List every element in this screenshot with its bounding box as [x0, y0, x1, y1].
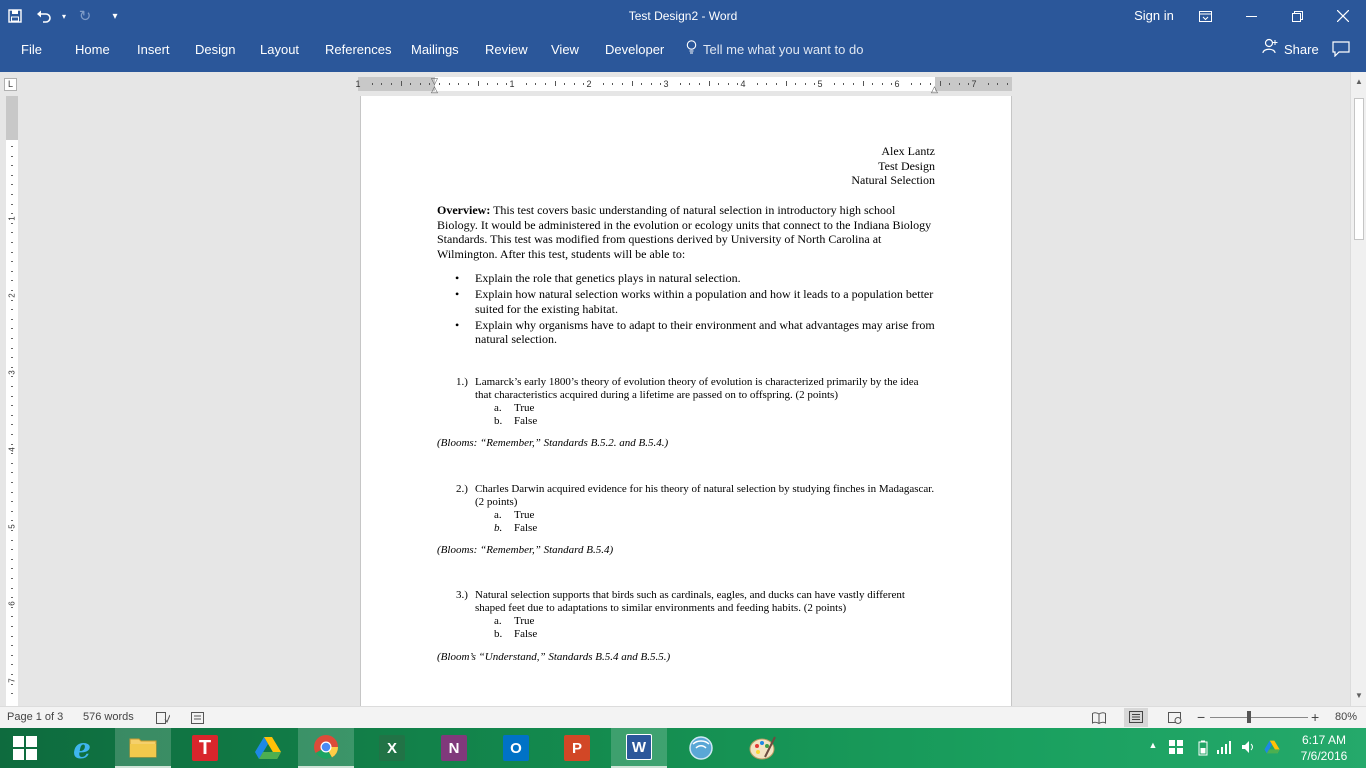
ruler-tick [959, 83, 960, 85]
ruler-tick [11, 588, 13, 589]
ruler-number: 1 [7, 216, 17, 221]
restore-icon[interactable] [1274, 0, 1320, 32]
ruler-tick [401, 81, 402, 86]
tab-design[interactable]: Design [195, 42, 236, 57]
list-item: • Explain the role that genetics plays in natural selection. [437, 271, 937, 286]
page-count[interactable]: Page 1 of 3 [7, 711, 64, 723]
ruler-number: 6 [894, 79, 900, 89]
volume-icon[interactable] [1241, 740, 1257, 756]
ruler-tick [11, 684, 13, 685]
ruler-tick [805, 83, 806, 85]
ruler-tick [11, 463, 13, 464]
ruler-tick [11, 578, 13, 579]
ruler-tick [718, 83, 719, 85]
ruler-tick [506, 83, 507, 85]
ruler-tick [11, 156, 13, 157]
ruler-tick [11, 693, 13, 694]
ruler-tick [11, 165, 13, 166]
onenote-icon: N [441, 735, 467, 761]
undo-dropdown-icon[interactable]: ▾ [61, 11, 66, 21]
first-line-indent-marker[interactable]: ▽ [431, 76, 438, 86]
scroll-down-icon[interactable]: ▼ [1355, 691, 1363, 700]
ruler-tick [728, 83, 729, 85]
ruler-tick [11, 386, 13, 387]
ruler-tick [11, 530, 13, 531]
ruler-tick [372, 83, 373, 85]
ruler-tick [11, 290, 13, 291]
document-header [851, 144, 935, 188]
ruler-tick [11, 405, 13, 406]
tab-view[interactable]: View [551, 42, 579, 57]
ruler-tick [11, 376, 13, 377]
ruler-tick [968, 83, 969, 85]
status-bar [0, 706, 1366, 728]
answer-option: b. False [494, 522, 538, 534]
windows-taskbar [0, 728, 1366, 768]
ruler-tick [863, 81, 864, 86]
paint-palette-icon [749, 735, 777, 761]
overview-text: This test covers basic understanding of natural selection in introductory high school Biology. It would be administered in the evolution or ecology units that connect to the Indiana Biology Standards. This test was modified from questions derived by University of North Carolina at Wilmington. After this test, students will be able to: [437, 203, 932, 261]
taskbar-excel[interactable] [364, 728, 420, 768]
ruler-tick [11, 184, 13, 185]
folder-icon [129, 735, 157, 759]
ruler-tick [920, 83, 921, 85]
question-1 [437, 376, 937, 428]
ruler-tick [949, 83, 950, 85]
tab-review[interactable]: Review [485, 42, 528, 57]
ruler-tick [853, 83, 854, 85]
ruler-tick [776, 83, 777, 85]
ruler-tick [11, 175, 13, 176]
overview-label: Overview: [437, 203, 491, 217]
document-page[interactable] [360, 96, 1012, 708]
window-title: Test Design2 - Word [628, 9, 738, 23]
t-app-icon: T [192, 735, 218, 761]
tab-insert[interactable]: Insert [137, 42, 170, 57]
answer-option: b. False [494, 628, 538, 640]
ruler-tick [11, 204, 13, 205]
start-button[interactable] [0, 728, 50, 768]
question-text: Charles Darwin acquired evidence for his theory of natural selection by studying finches in Madagascar. (2 points) [475, 483, 935, 508]
horizontal-ruler-area [0, 72, 1350, 94]
ruler-tick [940, 81, 941, 86]
ruler-tick [11, 540, 13, 541]
sign-in-link[interactable]: Sign in [1134, 8, 1174, 23]
ruler-number: 7 [971, 79, 977, 89]
ruler-tick [11, 645, 13, 646]
taskbar-network-app[interactable] [673, 728, 729, 768]
question-number: 1.) [456, 376, 468, 388]
taskbar-file-explorer[interactable] [115, 728, 171, 768]
redo-icon[interactable]: ↻ [78, 8, 92, 25]
excel-icon: X [379, 735, 405, 761]
tab-home[interactable]: Home [75, 42, 110, 57]
ruler-tick [689, 83, 690, 85]
ruler-tick [632, 81, 633, 86]
ribbon-tabs [0, 32, 1366, 72]
scrollbar-thumb[interactable] [1354, 98, 1364, 240]
ruler-tick [11, 674, 13, 675]
tablet-mode-icon[interactable] [1168, 740, 1184, 756]
comments-icon[interactable] [1332, 41, 1352, 59]
ruler-tick [11, 242, 13, 243]
ruler-number: 3 [7, 370, 17, 375]
ribbon-display-options-icon[interactable] [1182, 0, 1228, 32]
hanging-indent-marker[interactable]: △ [431, 84, 438, 94]
ruler-tick [882, 83, 883, 85]
ruler-tick [410, 83, 411, 85]
ruler-number: 2 [586, 79, 592, 89]
ruler-tick [11, 367, 13, 368]
tell-me-text: Tell me what you want to do [703, 42, 864, 57]
ruler-tick [660, 83, 661, 85]
zoom-in-button[interactable]: + [1311, 709, 1320, 725]
overview-paragraph [437, 203, 937, 261]
ruler-tick [487, 83, 488, 85]
right-indent-marker[interactable]: △ [931, 84, 938, 94]
person-icon [1262, 32, 1278, 68]
taskbar-internet-explorer[interactable] [54, 728, 110, 768]
ruler-tick [458, 83, 459, 85]
google-drive-tray-icon[interactable] [1264, 740, 1280, 756]
network-signal-icon[interactable] [1216, 740, 1232, 756]
ruler-tick [391, 83, 392, 85]
windows-logo-icon [13, 736, 37, 760]
ruler-tick [709, 81, 710, 86]
ruler-tick [757, 83, 758, 85]
ruler-tick [11, 213, 13, 214]
ruler-tick [574, 83, 575, 85]
vertical-scrollbar[interactable] [1350, 72, 1366, 706]
ruler-tick [11, 146, 13, 147]
ruler-tick [11, 252, 13, 253]
ruler-tick [891, 83, 892, 85]
ruler-tick [11, 309, 13, 310]
zoom-level[interactable]: 80% [1335, 711, 1358, 723]
answer-option: a. True [494, 509, 535, 521]
ruler-tick [583, 83, 584, 85]
print-layout-icon[interactable] [1124, 708, 1148, 727]
ruler-tick [439, 83, 440, 85]
ruler-tick [11, 501, 13, 502]
answer-option: b. False [494, 415, 538, 427]
taskbar-t-app[interactable] [177, 728, 233, 768]
internet-explorer-icon: e [73, 731, 91, 765]
ruler-tick [786, 81, 787, 86]
ruler-tick [11, 338, 13, 339]
ruler-tick [545, 83, 546, 85]
clock-date: 7/6/2016 [1300, 749, 1348, 763]
course-name: Test Design [878, 158, 935, 173]
question-number: 3.) [456, 589, 468, 601]
list-item: • Explain why organisms have to adapt to their environment and what advantages may arise from natural selection. [437, 318, 937, 347]
ruler-tick [564, 83, 565, 85]
answer-option: a. True [494, 615, 535, 627]
ruler-tick [843, 83, 844, 85]
taskbar-word[interactable] [611, 728, 667, 768]
ruler-tick [11, 424, 13, 425]
ruler-tick [11, 607, 13, 608]
horizontal-ruler[interactable] [355, 76, 1012, 94]
ruler-tick [478, 81, 479, 86]
ruler-tick [11, 444, 13, 445]
ruler-tick [11, 482, 13, 483]
taskbar-chrome[interactable] [298, 728, 354, 768]
network-app-icon [687, 735, 715, 761]
lightbulb-icon [686, 32, 697, 68]
ruler-tick [535, 83, 536, 85]
ruler-tick [680, 83, 681, 85]
share-label: Share [1284, 42, 1319, 57]
ruler-tick [603, 83, 604, 85]
ruler-tick [11, 664, 13, 665]
clock-time: 6:17 AM [1301, 733, 1347, 747]
ruler-tick [641, 83, 642, 85]
ruler-tick [872, 83, 873, 85]
ruler-tick [11, 636, 13, 637]
tab-references[interactable]: References [325, 42, 392, 57]
ruler-number: 1 [355, 79, 361, 89]
google-drive-icon [255, 736, 281, 760]
ruler-tick [11, 549, 13, 550]
outlook-icon: O [503, 735, 529, 761]
tab-developer[interactable]: Developer [605, 42, 665, 57]
ruler-tick [622, 83, 623, 85]
ruler-tick [497, 83, 498, 85]
scroll-up-icon[interactable]: ▲ [1355, 77, 1363, 86]
ruler-tick [699, 83, 700, 85]
ruler-tick [11, 511, 13, 512]
zoom-slider-thumb[interactable] [1247, 711, 1251, 723]
taskbar-powerpoint[interactable] [549, 728, 605, 768]
ruler-tick [420, 83, 421, 85]
tab-mailings[interactable]: Mailings [411, 42, 459, 57]
ruler-number: 4 [740, 79, 746, 89]
blooms-note: (Blooms: “Remember,” Standard B.5.4) [437, 544, 614, 556]
ruler-tick [11, 271, 13, 272]
quick-access-toolbar [0, 0, 130, 32]
ruler-tick [795, 83, 796, 85]
tab-file[interactable]: File [21, 42, 42, 57]
ruler-tick [555, 81, 556, 86]
answer-option: a. True [494, 402, 535, 414]
ruler-number: 1 [509, 79, 515, 89]
ruler-number: 4 [7, 447, 17, 452]
ruler-tick [11, 319, 13, 320]
ruler-tick [651, 83, 652, 85]
ruler-tick [11, 472, 13, 473]
ruler-tick [766, 83, 767, 85]
taskbar-google-drive[interactable] [240, 728, 296, 768]
list-item: • Explain how natural selection works within a population and how it leads to a population better suited for the existing habitat. [437, 287, 937, 316]
objectives-list [437, 271, 937, 348]
minimize-icon[interactable] [1228, 0, 1274, 32]
question-2 [437, 483, 937, 535]
taskbar-onenote[interactable] [426, 728, 482, 768]
tab-selector[interactable]: L [4, 78, 17, 91]
ruler-tick [997, 83, 998, 85]
ruler-tick [737, 83, 738, 85]
system-clock[interactable] [1290, 732, 1358, 764]
close-icon[interactable] [1320, 0, 1366, 32]
topic-name: Natural Selection [851, 173, 935, 187]
word-icon: W [626, 734, 652, 760]
ruler-tick [911, 83, 912, 85]
show-hidden-icons-icon[interactable]: ▲ [1148, 740, 1158, 750]
ruler-tick [381, 83, 382, 85]
ruler-tick [11, 280, 13, 281]
ruler-tick [814, 83, 815, 85]
title-bar [0, 0, 1366, 32]
ruler-tick [11, 492, 13, 493]
tell-me-search[interactable] [686, 32, 863, 68]
ruler-tick [11, 626, 13, 627]
ruler-tick [449, 83, 450, 85]
zoom-slider[interactable] [1210, 717, 1308, 718]
ruler-tick [11, 597, 13, 598]
ruler-tick [11, 568, 13, 569]
question-3 [437, 589, 937, 641]
ruler-tick [11, 348, 13, 349]
ruler-tick [11, 357, 13, 358]
question-text: Lamarck’s early 1800’s theory of evolution theory of evolution is characterized primarily by the idea that characteristics acquired during a lifetime are passed on to offspring. (2 points) [475, 376, 919, 401]
ruler-tick [11, 232, 13, 233]
ruler-tick [988, 83, 989, 85]
ruler-tick [11, 396, 13, 397]
zoom-out-button[interactable]: − [1197, 709, 1206, 725]
ruler-tick [11, 434, 13, 435]
ruler-tick [11, 616, 13, 617]
question-number: 2.) [456, 483, 468, 495]
customize-qat-icon[interactable]: ▾ [112, 10, 118, 22]
author-name: Alex Lantz [881, 144, 935, 158]
ruler-number: 7 [7, 678, 17, 683]
ruler-number: 2 [7, 293, 17, 298]
ruler-number: 5 [7, 524, 17, 529]
ruler-tick [11, 415, 13, 416]
undo-icon[interactable] [30, 0, 58, 32]
blooms-note: (Bloom’s “Understand,” Standards B.5.4 and B.5.5.) [437, 651, 671, 663]
powerpoint-icon: P [564, 735, 590, 761]
ruler-tick [11, 655, 13, 656]
taskbar-outlook[interactable] [488, 728, 544, 768]
chrome-icon [313, 734, 339, 760]
vertical-ruler [6, 96, 18, 706]
ruler-number: 5 [817, 79, 823, 89]
ruler-number: 3 [663, 79, 669, 89]
ruler-tick [834, 83, 835, 85]
taskbar-paint[interactable] [735, 728, 791, 768]
question-text: Natural selection supports that birds such as cardinals, eagles, and ducks can have vastly different shaped feet due to adaptations to similar environments and feeding habits. (2 points) [475, 589, 905, 614]
ruler-tick [11, 328, 13, 329]
blooms-note: (Blooms: “Remember,” Standards B.5.2. and B.5.4.) [437, 437, 669, 449]
word-count[interactable]: 576 words [83, 711, 134, 723]
ruler-tick [11, 223, 13, 224]
save-icon[interactable] [0, 0, 30, 32]
ruler-tick [11, 559, 13, 560]
ruler-tick [1007, 83, 1008, 85]
tab-layout[interactable]: Layout [260, 42, 300, 57]
ruler-number: 6 [7, 601, 17, 606]
ruler-tick [11, 520, 13, 521]
ruler-tick [11, 300, 13, 301]
share-button[interactable] [1262, 32, 1319, 68]
ruler-tick [11, 194, 13, 195]
ruler-tick [612, 83, 613, 85]
ruler-tick [468, 83, 469, 85]
battery-icon[interactable] [1195, 740, 1211, 756]
ruler-tick [526, 83, 527, 85]
ruler-tick [11, 453, 13, 454]
ruler-tick [11, 261, 13, 262]
